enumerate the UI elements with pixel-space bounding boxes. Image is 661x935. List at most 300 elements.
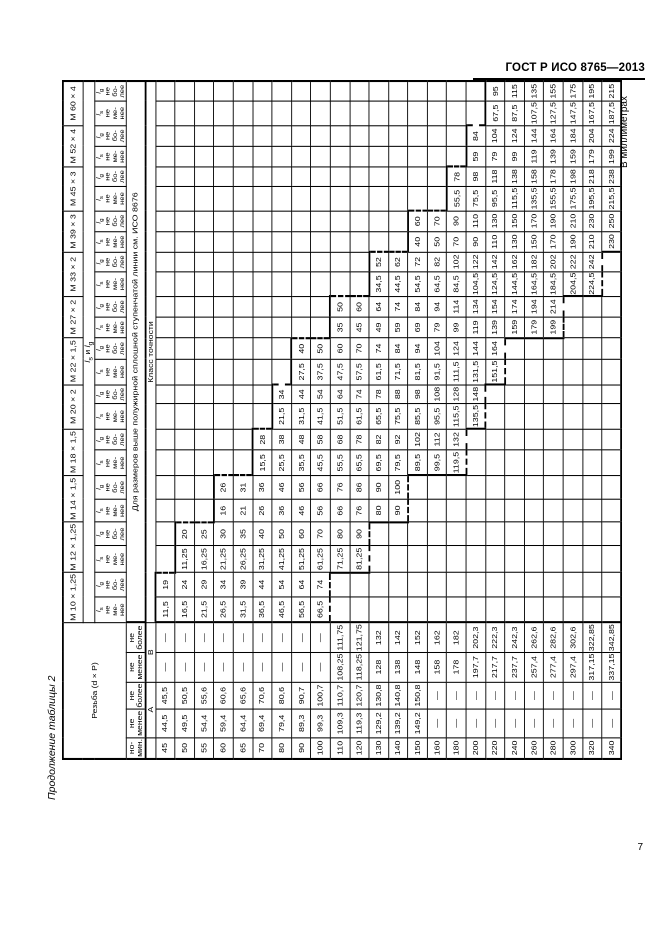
cell-data bbox=[369, 231, 388, 252]
cell-data: 20 bbox=[175, 522, 194, 546]
table-row bbox=[233, 81, 252, 759]
cell-data bbox=[602, 272, 621, 297]
cell-nominal: 70 bbox=[253, 737, 272, 759]
table-row bbox=[330, 81, 349, 759]
cell-data bbox=[214, 167, 233, 186]
cell-data bbox=[175, 186, 194, 211]
cell-data bbox=[175, 231, 194, 252]
cell-data bbox=[524, 572, 543, 597]
cell-data: 148 bbox=[466, 385, 485, 404]
cell-data bbox=[524, 359, 543, 385]
cell-data: 55,5 bbox=[330, 450, 349, 475]
cell-data bbox=[194, 338, 213, 359]
cell-data bbox=[175, 211, 194, 232]
cell-data: 238 bbox=[602, 167, 621, 186]
cell-data bbox=[563, 546, 582, 573]
cell-data: 54 bbox=[311, 385, 330, 404]
cell-data: 138 bbox=[505, 167, 524, 186]
cell-data: 70 bbox=[427, 211, 446, 232]
thread-header-7: M 33 × 2 bbox=[63, 252, 83, 296]
cell-data bbox=[486, 522, 505, 546]
cell-nominal: 80 bbox=[272, 737, 291, 759]
cell-data: 27,5 bbox=[291, 359, 310, 385]
cell-data bbox=[233, 359, 252, 385]
subheader-lg-max-10: $l_g$ не бо- лее bbox=[94, 125, 126, 146]
cell-b-max: 142 bbox=[388, 623, 407, 653]
cell-data: 230 bbox=[602, 231, 621, 252]
cell-data bbox=[330, 167, 349, 186]
cell-data bbox=[194, 429, 213, 450]
cell-data: 222 bbox=[563, 252, 582, 271]
cell-data: 50 bbox=[272, 522, 291, 546]
cell-data bbox=[602, 499, 621, 522]
cell-data: 47,5 bbox=[330, 359, 349, 385]
cell-data bbox=[253, 252, 272, 271]
cell-data bbox=[544, 450, 563, 475]
cell-data: 59 bbox=[466, 146, 485, 167]
cell-data: 26 bbox=[214, 475, 233, 499]
cell-data bbox=[602, 475, 621, 499]
cell-data bbox=[583, 499, 602, 522]
cell-data bbox=[408, 167, 427, 186]
cell-data bbox=[505, 522, 524, 546]
cell-data: 48 bbox=[291, 429, 310, 450]
cell-b-min: 128 bbox=[369, 652, 388, 681]
cell-data bbox=[350, 167, 369, 186]
cell-data bbox=[253, 81, 272, 101]
cell-data: 61,5 bbox=[369, 359, 388, 385]
cell-data bbox=[583, 429, 602, 450]
cell-data bbox=[214, 146, 233, 167]
cell-data bbox=[214, 317, 233, 338]
cell-data bbox=[505, 572, 524, 597]
table-row bbox=[408, 81, 427, 759]
cell-data bbox=[330, 101, 349, 126]
cell-data: 175,5 bbox=[563, 186, 582, 211]
cell-data: 64 bbox=[330, 385, 349, 404]
cell-data bbox=[194, 359, 213, 385]
cell-data bbox=[156, 101, 175, 126]
cell-data bbox=[291, 272, 310, 297]
cell-data: 128 bbox=[447, 385, 466, 404]
subheader-ls-min-4: $l_s$ не ме- нее bbox=[94, 404, 126, 429]
cell-data bbox=[156, 272, 175, 297]
cell-data bbox=[233, 211, 252, 232]
cell-data bbox=[156, 231, 175, 252]
cell-data: 40 bbox=[291, 338, 310, 359]
cell-data: 90 bbox=[447, 211, 466, 232]
subheader-ls-min-3: $l_s$ не ме- нее bbox=[94, 450, 126, 475]
cell-data: 31,5 bbox=[291, 404, 310, 429]
cell-data bbox=[369, 81, 388, 101]
cell-data bbox=[214, 338, 233, 359]
cell-a-max: 110,7 bbox=[330, 682, 349, 709]
cell-data bbox=[427, 81, 446, 101]
cell-data: 99 bbox=[447, 317, 466, 338]
cell-data: 158 bbox=[524, 167, 543, 186]
cell-data bbox=[311, 211, 330, 232]
cell-data bbox=[563, 572, 582, 597]
thread-header-1: M 12 × 1,25 bbox=[63, 522, 83, 572]
cell-data: 45 bbox=[350, 317, 369, 338]
cell-data bbox=[583, 597, 602, 623]
cell-data bbox=[330, 597, 349, 623]
cell-data bbox=[330, 231, 349, 252]
cell-a-max: — bbox=[505, 682, 524, 709]
cell-a-max: — bbox=[563, 682, 582, 709]
cell-data: 74 bbox=[311, 572, 330, 597]
cell-data: 35 bbox=[233, 522, 252, 546]
cell-b-max: — bbox=[291, 623, 310, 653]
table-header-row-threads bbox=[63, 81, 83, 759]
subheader-lg-max-0: $l_g$ не бо- лее bbox=[94, 572, 126, 597]
cell-data bbox=[272, 359, 291, 385]
cell-data bbox=[233, 404, 252, 429]
cell-data bbox=[602, 522, 621, 546]
cell-data: 164,5 bbox=[524, 272, 543, 297]
cell-b-max: 322,85 bbox=[583, 623, 602, 653]
cell-data: 190 bbox=[563, 231, 582, 252]
cell-data bbox=[194, 385, 213, 404]
cell-data: 130 bbox=[486, 211, 505, 232]
cell-data: 104 bbox=[427, 338, 446, 359]
cell-data bbox=[253, 385, 272, 404]
thread-group-label: Резьба (d × P) bbox=[63, 623, 126, 759]
cell-b-min: — bbox=[291, 652, 310, 681]
cell-data bbox=[602, 252, 621, 271]
cell-data bbox=[427, 572, 446, 597]
cell-data bbox=[369, 572, 388, 597]
cell-data: 90 bbox=[388, 499, 407, 522]
cell-data bbox=[408, 125, 427, 146]
cell-data: 104 bbox=[486, 125, 505, 146]
cell-data: 151,5 bbox=[486, 359, 505, 385]
cell-data: 46 bbox=[291, 499, 310, 522]
subheader-ls-min-7: $l_s$ не ме- нее bbox=[94, 272, 126, 297]
cell-data: 59 bbox=[388, 317, 407, 338]
cell-b-min: 158 bbox=[427, 652, 446, 681]
cell-data: 21,25 bbox=[214, 546, 233, 573]
cell-data: 84 bbox=[408, 296, 427, 317]
cell-data bbox=[369, 597, 388, 623]
cell-data: 179 bbox=[583, 146, 602, 167]
cell-data bbox=[291, 252, 310, 271]
cell-data bbox=[233, 429, 252, 450]
cell-data: 46,5 bbox=[272, 597, 291, 623]
cell-data bbox=[563, 317, 582, 338]
cell-b-min: 297,4 bbox=[563, 652, 582, 681]
cell-a-min: — bbox=[544, 709, 563, 737]
cell-data bbox=[194, 296, 213, 317]
cell-data bbox=[583, 450, 602, 475]
cell-data bbox=[505, 475, 524, 499]
cell-data: 71,5 bbox=[388, 359, 407, 385]
cell-data: 184,5 bbox=[544, 272, 563, 297]
cell-b-max: — bbox=[311, 623, 330, 653]
thread-header-8: M 39 × 3 bbox=[63, 211, 83, 253]
cell-data bbox=[311, 146, 330, 167]
cell-data bbox=[524, 522, 543, 546]
cell-a-min: 149,2 bbox=[408, 709, 427, 737]
cell-data bbox=[156, 211, 175, 232]
cell-a-min: — bbox=[505, 709, 524, 737]
cell-data: 224 bbox=[602, 125, 621, 146]
subheader-lg-max-4: $l_g$ не бо- лее bbox=[94, 385, 126, 404]
cell-data bbox=[505, 597, 524, 623]
cell-data: 184 bbox=[563, 125, 582, 146]
cell-data: 45,5 bbox=[311, 450, 330, 475]
cell-data bbox=[563, 475, 582, 499]
cell-b-min: 148 bbox=[408, 652, 427, 681]
cell-data bbox=[194, 231, 213, 252]
cell-data: 84,5 bbox=[447, 272, 466, 297]
cell-a-max: 45,5 bbox=[156, 682, 175, 709]
cell-data bbox=[233, 101, 252, 126]
cell-data: 81,25 bbox=[350, 546, 369, 573]
cell-data bbox=[175, 101, 194, 126]
table-row bbox=[214, 81, 233, 759]
cell-data: 144 bbox=[524, 125, 543, 146]
cell-data bbox=[447, 101, 466, 126]
b-min-subheader: не менее bbox=[126, 652, 146, 681]
cell-a-min: 69,4 bbox=[253, 709, 272, 737]
cell-b-max: 182 bbox=[447, 623, 466, 653]
cell-data bbox=[194, 81, 213, 101]
cell-data: 94 bbox=[427, 296, 446, 317]
cell-data: 38 bbox=[272, 429, 291, 450]
cell-data bbox=[466, 597, 485, 623]
cell-data: 215,5 bbox=[602, 186, 621, 211]
cell-data bbox=[602, 404, 621, 429]
cell-data bbox=[447, 81, 466, 101]
cell-data: 95 bbox=[486, 81, 505, 101]
cell-data bbox=[272, 338, 291, 359]
cell-data bbox=[214, 450, 233, 475]
cell-data: 179 bbox=[524, 317, 543, 338]
cell-data bbox=[369, 522, 388, 546]
cell-b-max: 242,3 bbox=[505, 623, 524, 653]
cell-data: 51,5 bbox=[330, 404, 349, 429]
cell-data: 155,5 bbox=[544, 186, 563, 211]
cell-data: 67,5 bbox=[486, 101, 505, 126]
cell-data bbox=[583, 296, 602, 317]
cell-data bbox=[233, 231, 252, 252]
cell-data bbox=[175, 146, 194, 167]
cell-data bbox=[544, 597, 563, 623]
cell-data: 26,5 bbox=[214, 597, 233, 623]
cell-data: 64 bbox=[369, 296, 388, 317]
thread-header-4: M 20 × 2 bbox=[63, 385, 83, 429]
cell-b-max: 111,75 bbox=[330, 623, 349, 653]
cell-data bbox=[544, 359, 563, 385]
cell-data bbox=[505, 338, 524, 359]
cell-data bbox=[486, 475, 505, 499]
cell-data bbox=[427, 475, 446, 499]
cell-data: 50 bbox=[330, 296, 349, 317]
cell-data: 19 bbox=[156, 572, 175, 597]
cell-a-max: 130,8 bbox=[369, 682, 388, 709]
cell-data: 85,5 bbox=[408, 404, 427, 429]
cell-a-min: 89,3 bbox=[291, 709, 310, 737]
table-row bbox=[583, 81, 602, 759]
cell-data: 159 bbox=[563, 146, 582, 167]
cell-data: 34 bbox=[272, 385, 291, 404]
cell-data bbox=[233, 186, 252, 211]
cell-a-max: — bbox=[524, 682, 543, 709]
cell-data: 80 bbox=[330, 522, 349, 546]
table-row bbox=[563, 81, 582, 759]
cell-data: 61,5 bbox=[350, 404, 369, 429]
cell-data bbox=[369, 101, 388, 126]
cell-data: 74 bbox=[350, 385, 369, 404]
cell-nominal: 280 bbox=[544, 737, 563, 759]
thread-header-10: M 52 × 4 bbox=[63, 125, 83, 167]
cell-data bbox=[233, 338, 252, 359]
cell-b-min: 217,7 bbox=[486, 652, 505, 681]
cell-data: 15,5 bbox=[253, 450, 272, 475]
cell-data bbox=[563, 338, 582, 359]
cell-data: 75,5 bbox=[388, 404, 407, 429]
cell-data bbox=[486, 499, 505, 522]
cell-data bbox=[330, 211, 349, 232]
subheader-ls-min-0: $l_s$ не ме- нее bbox=[94, 597, 126, 623]
subheader-ls-min-11: $l_s$ не ме- нее bbox=[94, 101, 126, 126]
cell-b-max: — bbox=[175, 623, 194, 653]
cell-data bbox=[233, 81, 252, 101]
cell-data bbox=[194, 499, 213, 522]
cell-data: 50 bbox=[427, 231, 446, 252]
cell-b-min: 138 bbox=[388, 652, 407, 681]
cell-data bbox=[291, 296, 310, 317]
cell-a-max: 90,7 bbox=[291, 682, 310, 709]
cell-data bbox=[214, 385, 233, 404]
cell-data: 60 bbox=[408, 211, 427, 232]
cell-data: 37,5 bbox=[311, 359, 330, 385]
cell-data bbox=[369, 546, 388, 573]
cell-data: 21,5 bbox=[194, 597, 213, 623]
cell-data: 127,5 bbox=[544, 101, 563, 126]
cell-nominal: 150 bbox=[408, 737, 427, 759]
cell-data bbox=[330, 272, 349, 297]
cell-data bbox=[466, 81, 485, 101]
class-blank bbox=[146, 737, 156, 759]
accuracy-class-label: Класс точности bbox=[146, 81, 156, 622]
cell-data: 154 bbox=[486, 296, 505, 317]
cell-data: 56,5 bbox=[291, 597, 310, 623]
cell-data: 87,5 bbox=[505, 101, 524, 126]
subheader-lg-max-6: $l_g$ не бо- лее bbox=[94, 296, 126, 317]
cell-data bbox=[466, 499, 485, 522]
cell-data: 57,5 bbox=[350, 359, 369, 385]
cell-data bbox=[253, 211, 272, 232]
cell-data bbox=[156, 317, 175, 338]
cell-data: 122 bbox=[466, 252, 485, 271]
cell-data: 79,5 bbox=[388, 450, 407, 475]
cell-data: 61,25 bbox=[311, 546, 330, 573]
cell-data: 68 bbox=[330, 429, 349, 450]
cell-data bbox=[194, 450, 213, 475]
cell-data: 56 bbox=[291, 475, 310, 499]
cell-data: 82 bbox=[369, 429, 388, 450]
cell-data: 82 bbox=[427, 252, 446, 271]
cell-data: 90 bbox=[350, 522, 369, 546]
cell-data bbox=[388, 546, 407, 573]
table-row bbox=[350, 81, 369, 759]
cell-data bbox=[291, 125, 310, 146]
cell-data bbox=[272, 272, 291, 297]
cell-data: 198 bbox=[563, 167, 582, 186]
cell-data: 16,25 bbox=[194, 546, 213, 573]
cell-data bbox=[602, 546, 621, 573]
cell-data bbox=[233, 252, 252, 271]
cell-data bbox=[388, 101, 407, 126]
subheader-ls-min-2: $l_s$ не ме- нее bbox=[94, 499, 126, 522]
cell-a-max: 55,6 bbox=[194, 682, 213, 709]
cell-data: 139 bbox=[544, 146, 563, 167]
cell-data bbox=[214, 429, 233, 450]
subheader-lg-max-7: $l_g$ не бо- лее bbox=[94, 252, 126, 271]
cell-nominal: 200 bbox=[466, 737, 485, 759]
cell-nominal: 55 bbox=[194, 737, 213, 759]
cell-data: 124,5 bbox=[486, 272, 505, 297]
cell-a-min: 119,3 bbox=[350, 709, 369, 737]
cell-data bbox=[583, 359, 602, 385]
cell-data: 111,5 bbox=[447, 359, 466, 385]
cell-data bbox=[253, 146, 272, 167]
cell-data: 115,5 bbox=[447, 404, 466, 429]
cell-b-max: 152 bbox=[408, 623, 427, 653]
cell-data: 100 bbox=[388, 475, 407, 499]
cell-data bbox=[447, 146, 466, 167]
cell-data bbox=[466, 572, 485, 597]
cell-data: 52 bbox=[369, 252, 388, 271]
cell-data bbox=[447, 597, 466, 623]
cell-data bbox=[156, 429, 175, 450]
cell-b-max: 162 bbox=[427, 623, 446, 653]
cell-a-max: — bbox=[583, 682, 602, 709]
cell-nominal: 90 bbox=[291, 737, 310, 759]
cell-data: 16,5 bbox=[175, 597, 194, 623]
cell-data: 199 bbox=[544, 317, 563, 338]
cell-data: 81,5 bbox=[408, 359, 427, 385]
cell-data bbox=[466, 546, 485, 573]
cell-data: 91,5 bbox=[427, 359, 446, 385]
cell-a-max: 120,7 bbox=[350, 682, 369, 709]
cell-data bbox=[194, 211, 213, 232]
cell-nominal: 300 bbox=[563, 737, 582, 759]
cell-b-max: — bbox=[214, 623, 233, 653]
cell-data bbox=[388, 186, 407, 211]
cell-data: 50 bbox=[311, 338, 330, 359]
cell-data bbox=[272, 296, 291, 317]
cell-data bbox=[602, 317, 621, 338]
cell-data bbox=[175, 359, 194, 385]
cell-data bbox=[311, 317, 330, 338]
cell-data: 40 bbox=[253, 522, 272, 546]
cell-data: 79 bbox=[427, 317, 446, 338]
cell-nominal: 240 bbox=[505, 737, 524, 759]
table-row bbox=[505, 81, 524, 759]
cell-data bbox=[583, 404, 602, 429]
cell-data bbox=[427, 499, 446, 522]
cell-data bbox=[214, 359, 233, 385]
cell-a-min: — bbox=[447, 709, 466, 737]
cell-data: 69 bbox=[408, 317, 427, 338]
subheader-ls-min-8: $l_s$ не ме- нее bbox=[94, 231, 126, 252]
cell-b-max: 121,75 bbox=[350, 623, 369, 653]
cell-data bbox=[544, 475, 563, 499]
cell-a-min: 49,5 bbox=[175, 709, 194, 737]
